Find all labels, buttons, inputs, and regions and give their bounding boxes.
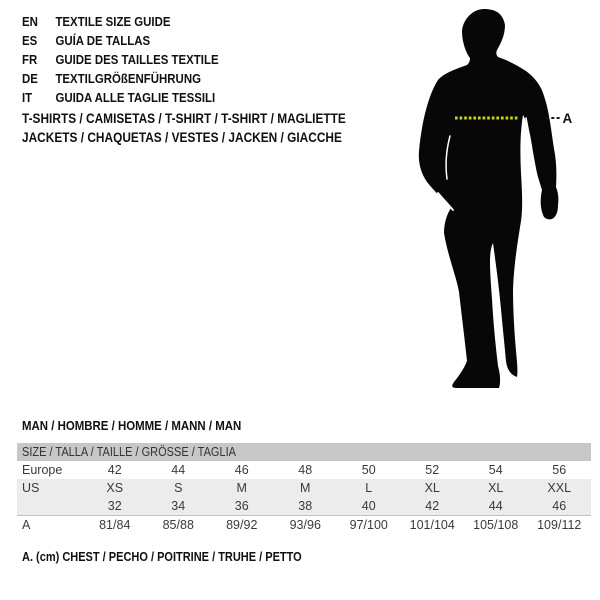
man-silhouette bbox=[419, 9, 559, 388]
size-cell: 93/96 bbox=[289, 518, 321, 532]
row-label bbox=[17, 497, 83, 515]
category-list bbox=[22, 109, 346, 147]
size-cell: 34 bbox=[171, 499, 186, 513]
size-table-header bbox=[17, 443, 591, 461]
guide-title: TEXTILGRÖßENFÜHRUNG bbox=[55, 71, 201, 86]
size-cell: XS bbox=[106, 481, 124, 495]
size-cell: 44 bbox=[488, 499, 503, 513]
row-label: US bbox=[22, 481, 40, 495]
size-cell: 101/104 bbox=[409, 518, 455, 532]
language-row bbox=[22, 50, 219, 69]
guide-title: TEXTILE SIZE GUIDE bbox=[55, 14, 171, 29]
size-cell: 50 bbox=[361, 463, 376, 477]
size-cell: 81/84 bbox=[99, 518, 131, 532]
table-row-numeric bbox=[17, 497, 591, 515]
size-cell: 42 bbox=[425, 499, 440, 513]
table-row-chest-a bbox=[17, 515, 591, 533]
language-code: ES bbox=[22, 33, 38, 48]
guide-title: GUIDE DES TAILLES TEXTILE bbox=[55, 52, 219, 67]
size-cell: 85/88 bbox=[162, 518, 194, 532]
size-cell: 46 bbox=[234, 463, 249, 477]
size-cell: 54 bbox=[488, 463, 503, 477]
guide-title: GUIDA ALLE TAGLIE TESSILI bbox=[55, 90, 216, 105]
size-table bbox=[17, 443, 591, 533]
language-row bbox=[22, 12, 219, 31]
row-label: Europe bbox=[22, 463, 63, 477]
size-cell: 109/112 bbox=[537, 518, 582, 532]
size-cell: 38 bbox=[298, 499, 313, 513]
guide-title: GUÍA DE TALLAS bbox=[55, 33, 151, 48]
table-row-europe bbox=[17, 461, 591, 479]
measure-label-a: A bbox=[562, 111, 573, 126]
section-title: MAN / HOMBRE / HOMME / MANN / MAN bbox=[22, 418, 242, 433]
size-cell: 40 bbox=[361, 499, 376, 513]
size-cell: XL bbox=[424, 481, 440, 495]
language-code: DE bbox=[22, 71, 38, 86]
size-cell: 46 bbox=[552, 499, 567, 513]
table-row-us bbox=[17, 479, 591, 497]
category-line-jackets: JACKETS / CHAQUETAS / VESTES / JACKEN / GIACCHE bbox=[22, 130, 342, 145]
size-cell: M bbox=[300, 481, 311, 495]
size-cell: XL bbox=[488, 481, 504, 495]
language-code: EN bbox=[22, 14, 38, 29]
size-table-header-label: SIZE / TALLA / TAILLE / GRÖSSE / TAGLIA bbox=[22, 445, 236, 459]
size-cell: XXL bbox=[547, 481, 572, 495]
language-code: IT bbox=[22, 90, 33, 105]
size-cell: 48 bbox=[298, 463, 313, 477]
man-figure bbox=[410, 0, 590, 400]
language-code: FR bbox=[22, 52, 38, 67]
language-row bbox=[22, 69, 219, 88]
size-cell: L bbox=[365, 481, 373, 495]
size-cell: 56 bbox=[552, 463, 567, 477]
size-cell: S bbox=[174, 481, 183, 495]
measure-footnote: A. (cm) CHEST / PECHO / POITRINE / TRUHE / PETTO bbox=[22, 550, 302, 564]
size-cell: 36 bbox=[234, 499, 249, 513]
size-cell: 44 bbox=[171, 463, 186, 477]
size-cell: 105/108 bbox=[473, 518, 519, 532]
language-row bbox=[22, 88, 219, 107]
size-cell: 97/100 bbox=[349, 518, 388, 532]
size-cell: M bbox=[236, 481, 247, 495]
size-cell: 89/92 bbox=[226, 518, 258, 532]
size-cell: 32 bbox=[107, 499, 122, 513]
language-row bbox=[22, 31, 219, 50]
size-cell: 52 bbox=[425, 463, 440, 477]
category-line-tshirts: T-SHIRTS / CAMISETAS / T-SHIRT / T-SHIRT / MAGLIETTE bbox=[22, 111, 346, 126]
row-label: A bbox=[22, 518, 31, 532]
size-cell: 42 bbox=[107, 463, 122, 477]
language-title-list bbox=[22, 12, 219, 107]
